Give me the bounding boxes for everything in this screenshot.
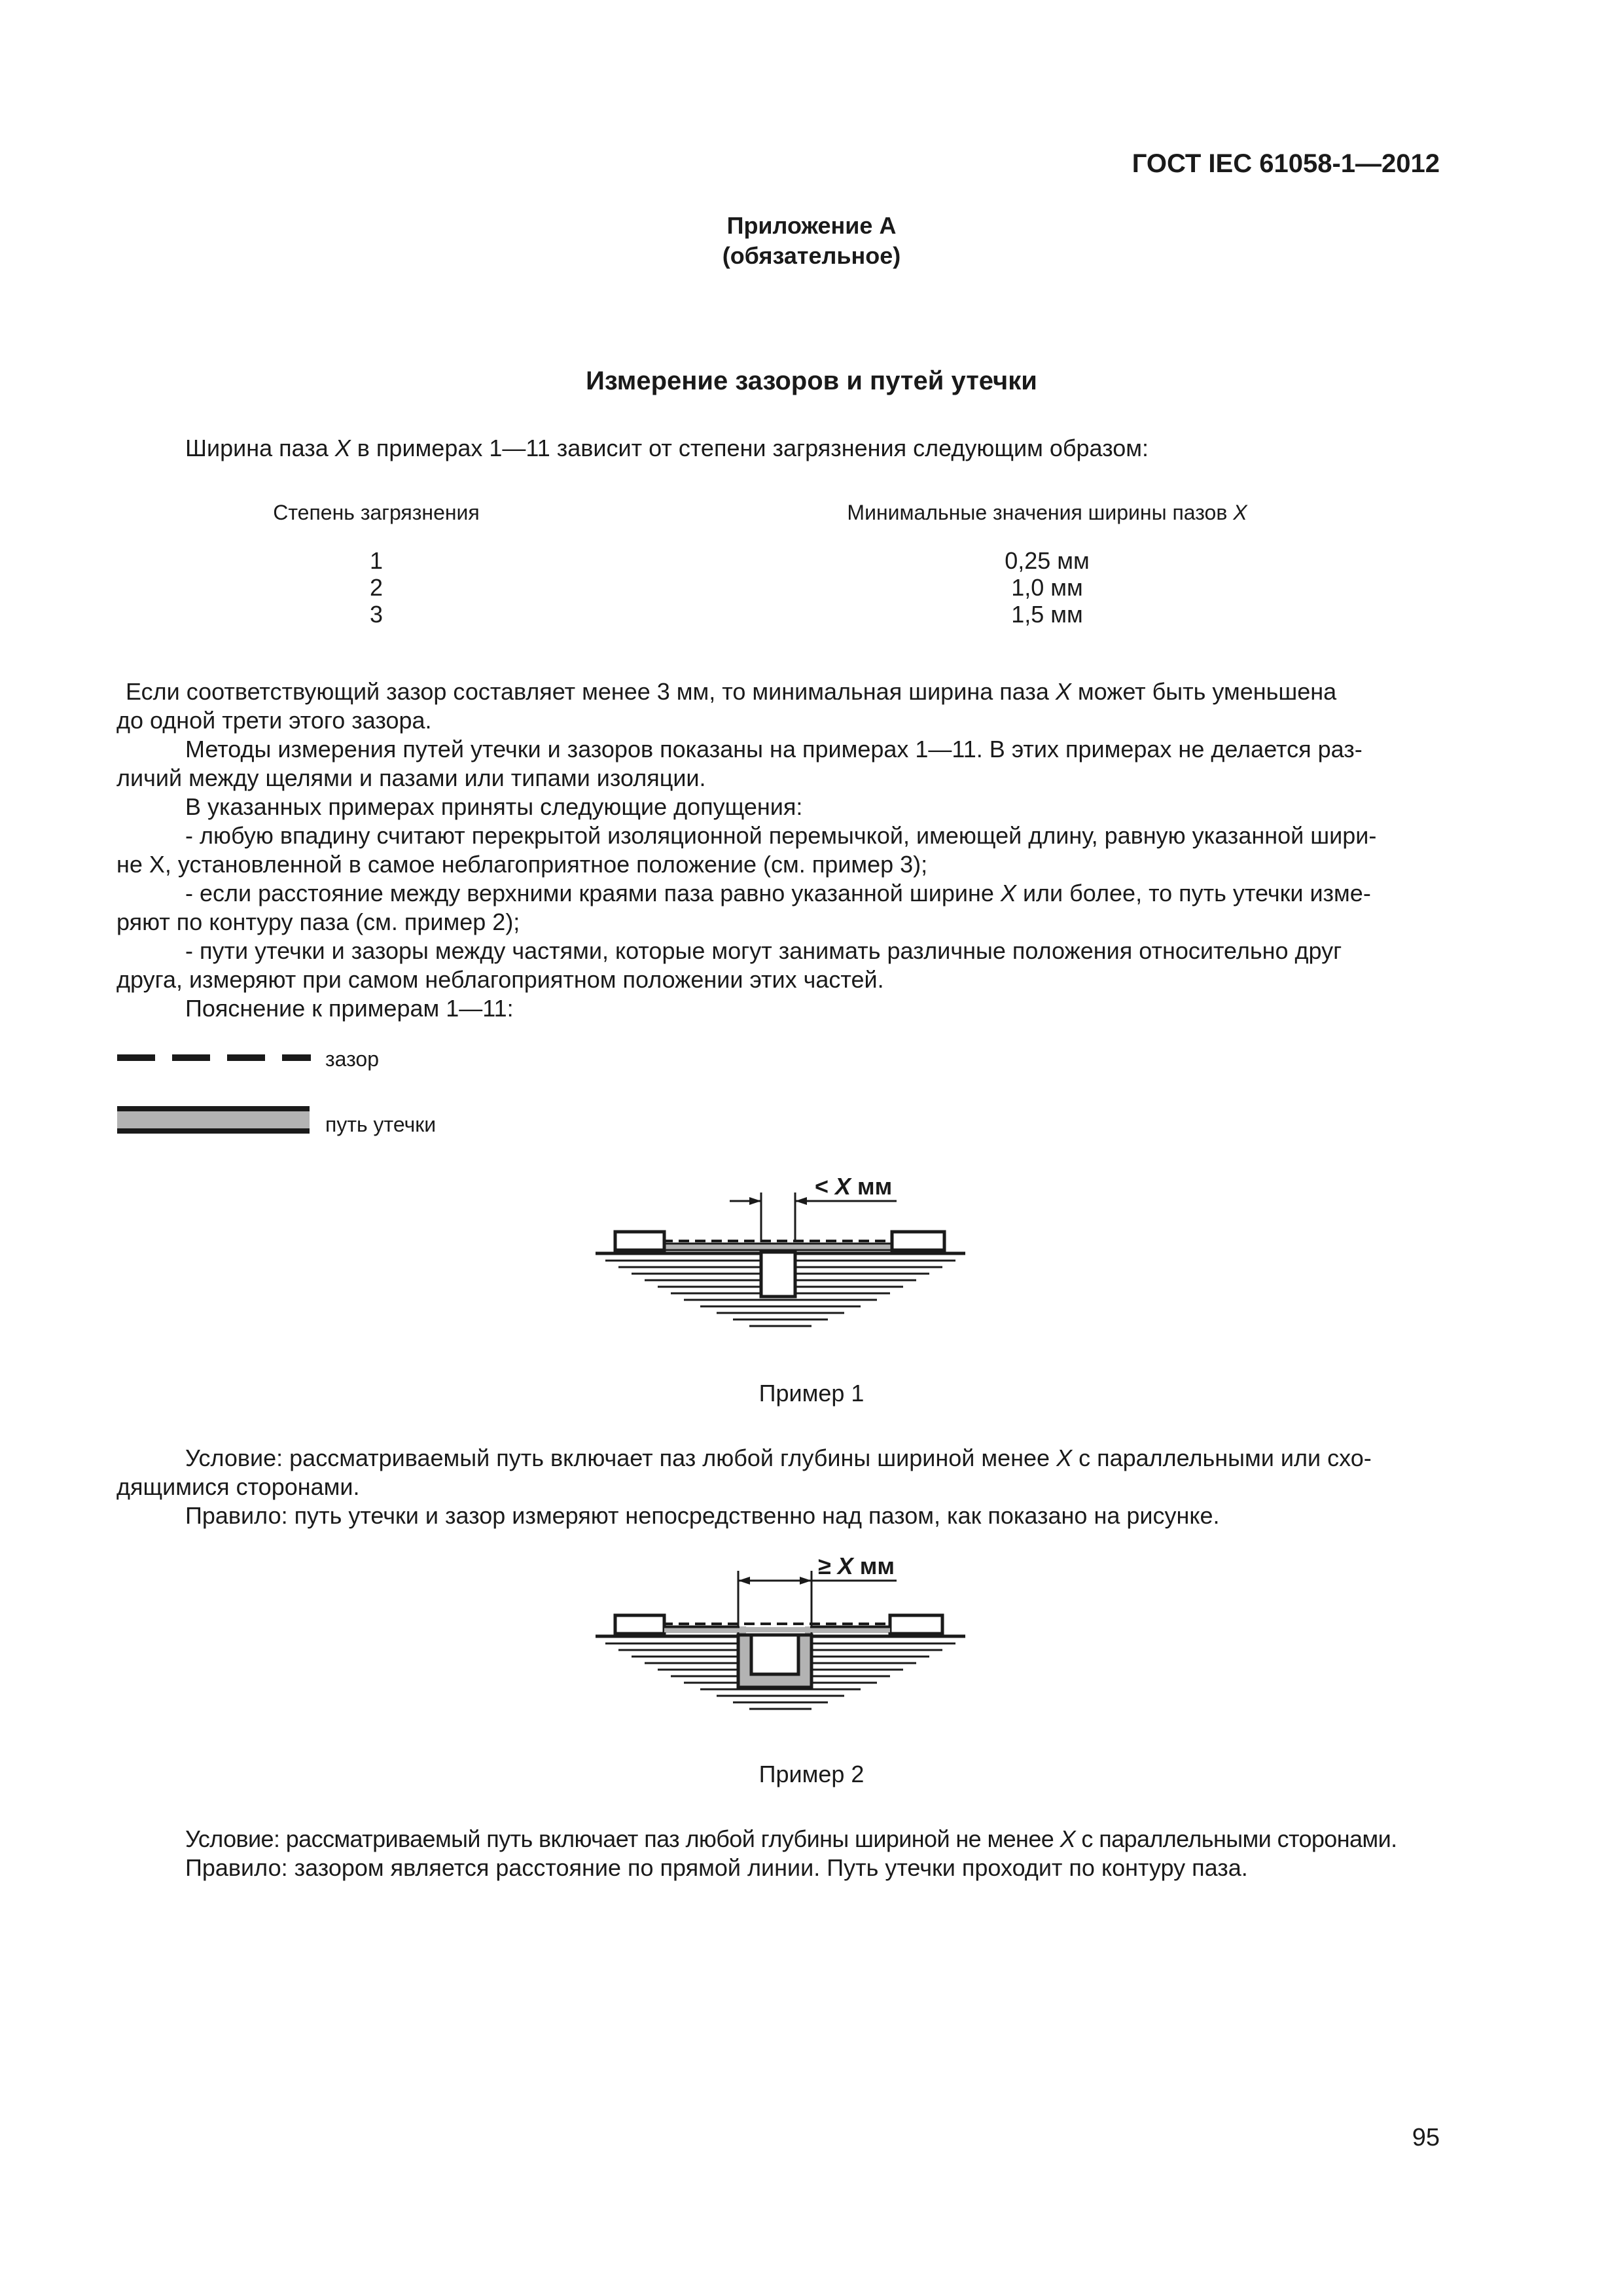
example2-figure <box>589 1545 982 1728</box>
legend-creepage-label: путь утечки <box>325 1113 437 1136</box>
bullet-bridge: - любую впадину считают перекрытой изоляционной перемычкой, имеющей длину, равную указанной шири- <box>185 822 1377 849</box>
table-row: 1 <box>369 547 383 574</box>
bullet-bridge-line2: не X, установленной в самое неблагоприятное положение (см. пример 3); <box>116 851 928 878</box>
example1-caption: Пример 1 <box>758 1380 865 1407</box>
example1-rule: Правило: путь утечки и зазор измеряют непосредственно над пазом, как показано на рисунке. <box>185 1502 1220 1529</box>
table-row: 0,25 мм <box>1005 547 1090 574</box>
table-header-width: Минимальные значения ширины пазов X <box>847 501 1247 524</box>
legend-clearance-label: зазор <box>325 1047 380 1071</box>
appendix-title: Приложение А <box>726 212 897 239</box>
standard-number: ГОСТ IEC 61058-1—2012 <box>1132 149 1440 178</box>
creepage-fill <box>117 1109 310 1131</box>
bullet-positions-line2: друга, измеряют при самом неблагоприятном положении этих частей. <box>116 966 884 993</box>
paragraph-reduction: Если соответствующий зазор составляет менее 3 мм, то минимальная ширина паза X может быть уменьшена <box>126 678 1337 705</box>
example2-caption: Пример 2 <box>758 1761 865 1787</box>
paragraph-legend-intro: Пояснение к примерам 1—11: <box>185 995 514 1022</box>
paragraph-reduction-line2: до одной трети этого зазора. <box>116 707 432 734</box>
example2-dimension-label: ≥ X мм <box>818 1552 895 1579</box>
table-row: 2 <box>369 574 383 601</box>
example2-rule: Правило: зазором является расстояние по прямой линии. Путь утечки проходит по контуру паза. <box>185 1854 1248 1881</box>
example1-condition-line2: дящимися сторонами. <box>116 1473 360 1500</box>
paragraph-methods-line2: личий между щелями и пазами или типами изоляции. <box>116 764 706 791</box>
table-row: 1,0 мм <box>1011 574 1083 601</box>
table-row: 3 <box>369 601 383 628</box>
legend-symbols <box>115 1041 324 1145</box>
example1-figure <box>589 1165 982 1348</box>
page-number: 95 <box>1412 2124 1440 2151</box>
appendix-status: (обязательное) <box>722 242 901 269</box>
example2-condition: Условие: рассматриваемый путь включает паз любой глубины шириной не менее X с параллельными сторонами. <box>185 1825 1397 1852</box>
bullet-positions: - пути утечки и зазоры между частями, которые могут занимать различные положения относительно друг <box>185 937 1342 964</box>
intro-text: Ширина паза X в примерах 1—11 зависит от степени загрязнения следующим образом: <box>185 435 1149 461</box>
paragraph-methods: Методы измерения путей утечки и зазоров показаны на примерах 1—11. В этих примерах не делается раз- <box>185 736 1363 762</box>
example1-dimension-label: < X мм <box>815 1173 893 1200</box>
example1-condition: Условие: рассматриваемый путь включает паз любой глубины шириной менее X с параллельными или схо- <box>185 1444 1372 1471</box>
table-header-degree: Степень загрязнения <box>273 501 480 524</box>
paragraph-assumptions: В указанных примерах приняты следующие допущения: <box>185 793 803 820</box>
table-row: 1,5 мм <box>1011 601 1083 628</box>
section-title: Измерение зазоров и путей утечки <box>586 367 1037 395</box>
bullet-contour-line2: ряют по контуру паза (см. пример 2); <box>116 908 520 935</box>
bullet-contour: - если расстояние между верхними краями паза равно указанной ширине X или более, то путь утечки изме- <box>185 880 1371 906</box>
